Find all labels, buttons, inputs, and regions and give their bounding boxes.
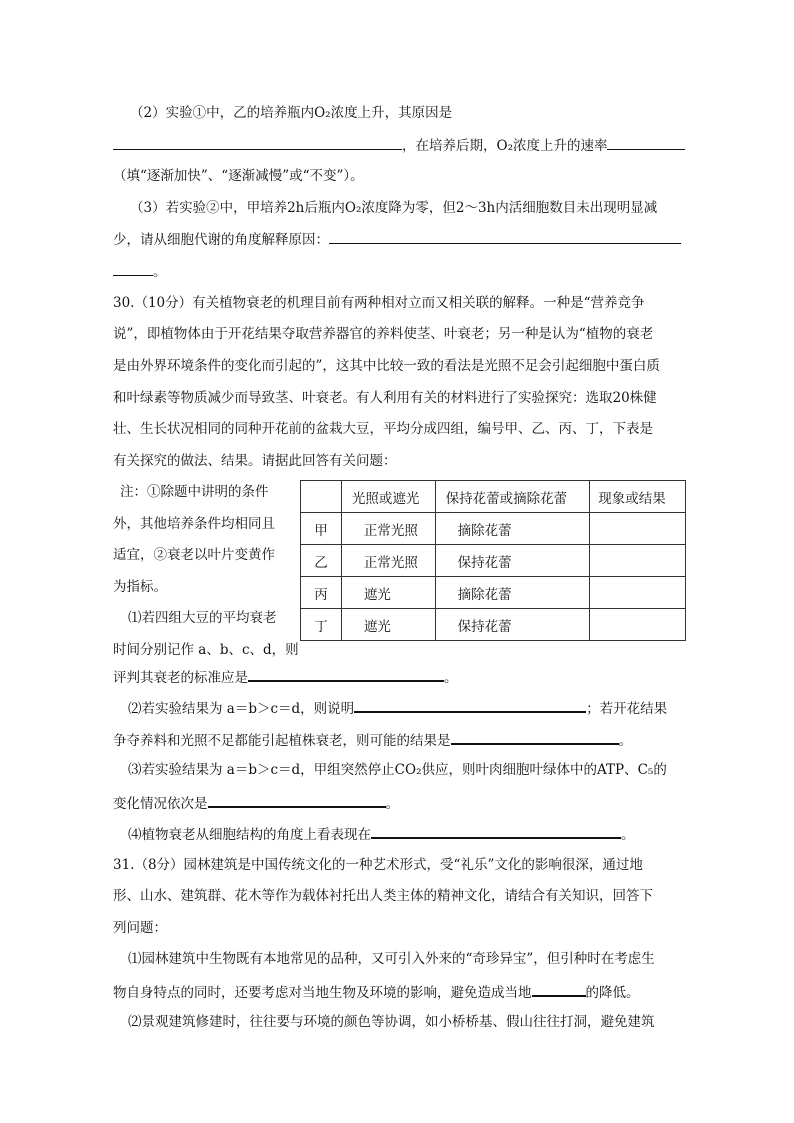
q30-intro-line2 [113,324,683,344]
table-cell: 正常光照 [341,513,435,545]
q30-text: 30.（10分）有关植物衰老的机理目前有两种相对立而又相关联的解释。一种是“营养竞争 [113,295,645,311]
experiment-table [300,480,686,641]
q31-p1-text: 的降低。 [585,985,640,1001]
table-cell: 摘除花蕾 [435,577,590,609]
answer-blank[interactable] [248,666,444,682]
q30-q1-text: 时间分别记作 a、b、c、d，则 [113,642,299,658]
period: 。 [618,733,632,749]
q31-p2-text: ⑵景观建筑修建时，往往要与环境的颜色等协调，如小桥桥基、假山往往打洞，避免建筑 [128,1014,655,1030]
q30-note: 外，其他培养条件均相同且 [113,516,275,532]
q30-intro-line6 [113,451,683,471]
q30-q1-line2 [113,640,299,660]
answer-blank[interactable] [208,792,386,808]
q29-part2-text-c: （填“逐渐加快”、“逐渐减慢”或“不变”）。 [113,168,364,184]
table-cell: 遮光 [341,577,435,609]
q29-part3-line1 [130,198,700,218]
q30-note-line3 [113,545,293,565]
table-cell: 甲 [301,513,342,545]
q30-q3-text: 变化情况依次是 [113,796,208,812]
q31-p2-line1 [128,1012,698,1032]
q29-part3-line2 [113,229,683,250]
table-cell-result[interactable] [590,577,686,609]
table-header-cell [301,481,342,513]
table-cell: 保持花蕾 [435,609,590,641]
table-cell: 丁 [301,609,342,641]
q31-intro-line2 [113,886,683,906]
q30-q2-line2 [113,729,683,751]
q30-intro-line1 [113,293,683,313]
q31-text: 形、山水、建筑群、花木等作为载体衬托出人类主体的精神文化，请结合有关知识，回答下 [113,888,653,904]
q30-q4-text: ⑷植物衰老从细胞结构的角度上看表现在 [128,827,371,843]
q29-part3-text-b: 少，请从细胞代谢的角度解释原因： [113,232,329,248]
q30-q1-line1 [128,608,298,628]
q30-q3-line1 [128,760,698,780]
q30-q1-text: ⑴若四组大豆的平均衰老 [128,610,277,626]
table-cell: 摘除花蕾 [435,513,590,545]
period: 。 [385,796,399,812]
q30-q1-text: 评判其衰老的标准应是 [113,670,248,686]
q30-text: 有关探究的做法、结果。请据此回答有关问题： [113,453,397,469]
table-cell: 丙 [301,577,342,609]
q29-period: 。 [153,264,167,280]
table-cell: 保持花蕾 [435,545,590,577]
q29-part2-text: （2）实验①中，乙的培养瓶内O₂浓度上升，其原因是 [130,105,453,121]
q30-note-line4 [113,577,293,597]
table-header-row [301,481,686,513]
q30-q2-text: 争夺养料和光照不足都能引起植株衰老，则可能的结果是 [113,733,451,749]
q30-intro-line4 [113,388,683,408]
table-header-cell: 现象或结果 [590,481,686,513]
answer-blank[interactable] [329,229,681,244]
q30-q2-text: ⑵若实验结果为 a＝b＞c＝d，则说明 [128,701,355,717]
q30-q2-line1 [128,697,698,719]
q30-note: 适宜，②衰老以叶片变黄作 [113,547,275,563]
q30-q3-line2 [113,792,683,814]
table-cell: 正常光照 [341,545,435,577]
q31-intro-line3 [113,918,683,938]
q30-text: 壮、生长状况相同的同种开花前的盆栽大豆，平均分成四组，编号甲、乙、丙、丁，下表是 [113,421,653,437]
answer-blank[interactable] [532,981,586,997]
q30-intro-line3 [113,356,683,376]
answer-blank[interactable] [371,823,621,839]
table-row [301,545,686,577]
q30-text: 是由外界环境条件的变化而引起的”，这其中比较一致的看法是光照不足会引起细胞中蛋白质 [113,358,660,374]
q30-note-line2 [113,514,293,534]
table-row [301,609,686,641]
q31-text: 31.（8分）园林建筑是中国传统文化的一种艺术形式，受“礼乐”文化的影响很深，通过地 [113,857,643,873]
table-cell-result[interactable] [590,545,686,577]
answer-blank[interactable] [607,135,685,150]
table-header-cell: 保持花蕾或摘除花蕾 [435,481,590,513]
table-header-cell: 光照或遮光 [341,481,435,513]
q30-text: 和叶绿素等物质减少而导致茎、叶衰老。有人利用有关的材料进行了实验探究：选取20株健 [113,390,657,406]
period: 。 [444,670,458,686]
q30-q2-text: ；若开花结果 [586,701,668,717]
q30-q3-text: ⑶若实验结果为 a＝b＞c＝d，甲组突然停止CO₂供应，则叶肉细胞叶绿体中的ATP、C₅的 [128,762,667,778]
table-cell-result[interactable] [590,609,686,641]
table-cell-result[interactable] [590,513,686,545]
q30-note: 注：①除题中讲明的条件 [120,484,269,500]
q31-p1-line2 [113,981,683,1003]
q29-part3-text: （3）若实验②中，甲培养2h后瓶内O₂浓度降为零，但2～3h内活细胞数目未出现明显减 [130,200,658,216]
q31-p1-text: 物自身特点的同时，还要考虑对当地生物及环境的影响，避免造成当地 [113,985,532,1001]
q30-text: 说”，即植物体由于开花结果夺取营养器官的养料使茎、叶衰老；另一种是认为“植物的衰老 [113,326,654,342]
q29-part2-text-b: ，在培养后期，O₂浓度上升的速率 [402,138,608,154]
answer-blank[interactable] [451,729,619,745]
answer-blank[interactable] [354,697,586,713]
table-cell: 乙 [301,545,342,577]
q29-part2-line2 [113,135,683,156]
q31-text: 列问题： [113,920,167,936]
table-row [301,577,686,609]
q30-q1-line3 [113,666,683,688]
answer-blank[interactable] [113,135,402,150]
q29-part2-line1 [130,103,700,123]
table-row [301,513,686,545]
q29-part2-line3 [113,166,683,186]
period: 。 [621,827,635,843]
answer-blank[interactable] [113,261,153,276]
q30-note: 为指标。 [113,579,167,595]
q31-p1-text: ⑴园林建筑中生物既有本地常见的品种，又可引入外来的“奇珍异宝”，但引种时在考虑生 [128,951,655,967]
q29-part3-line3 [113,261,683,282]
q30-intro-line5 [113,419,683,439]
q30-note-line1 [120,482,290,502]
q31-intro-line1 [113,855,683,875]
q31-p1-line1 [128,949,698,969]
table-cell: 遮光 [341,609,435,641]
q30-q4-line [128,823,698,845]
